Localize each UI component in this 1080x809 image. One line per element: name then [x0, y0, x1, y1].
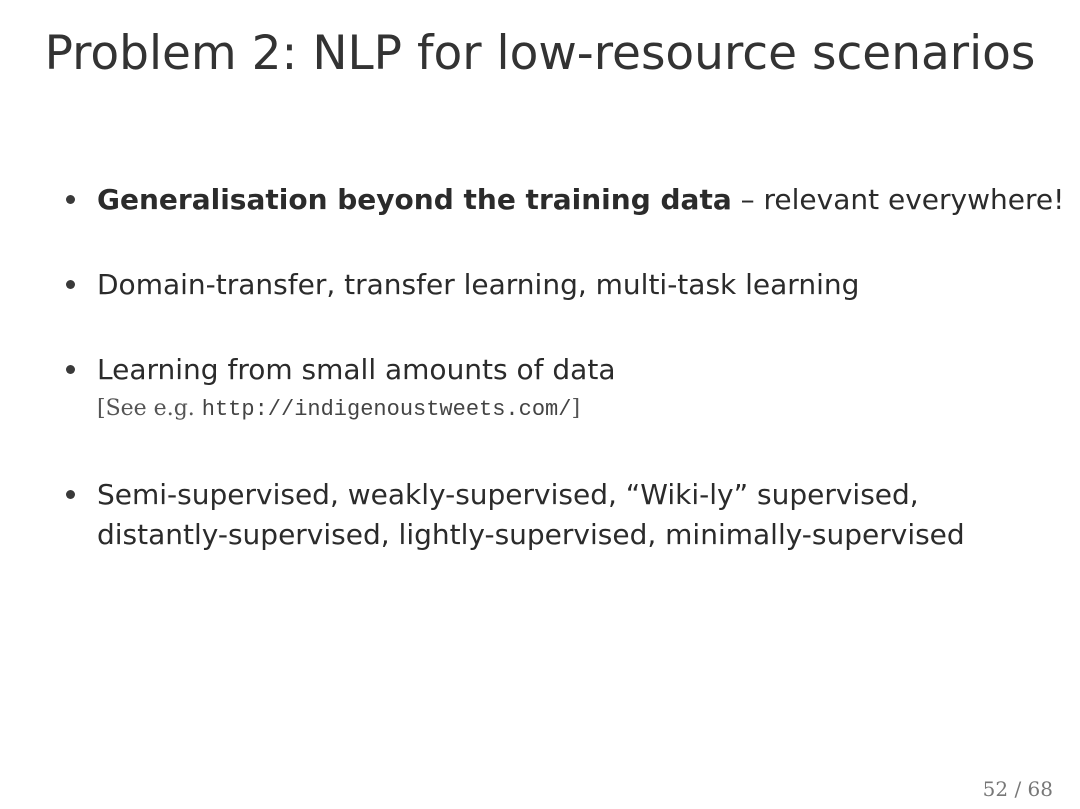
bullet-dot-icon	[66, 280, 75, 289]
bullet-text: Learning from small amounts of data	[97, 353, 616, 386]
bullet-rest-text: – relevant everywhere!	[731, 183, 1065, 216]
citation-suffix: ]	[571, 396, 581, 421]
bullet-dot-icon	[66, 195, 75, 204]
page-separator: /	[1008, 777, 1028, 801]
bullet-dot-icon	[66, 490, 75, 499]
bullet-text: Domain-transfer, transfer learning, multi-task learning	[97, 268, 860, 301]
bullet-text-line1: Semi-supervised, weakly-supervised, “Wiki-ly” supervised,	[97, 478, 919, 511]
bullet-bold-text: Generalisation beyond the training data	[97, 183, 732, 216]
page-current: 52	[982, 777, 1009, 801]
citation-prefix: [See e.g.	[97, 396, 202, 421]
slide-title: Problem 2: NLP for low-resource scenarios	[44, 26, 1036, 81]
citation	[97, 396, 580, 422]
bullet-text-line2: distantly-supervised, lightly-supervised, minimally-supervised	[97, 518, 965, 551]
citation-link[interactable]: http://indigenoustweets.com/	[201, 397, 572, 422]
bullet-text	[97, 180, 1064, 220]
page-number	[983, 777, 1053, 801]
page-total: 68	[1027, 777, 1053, 801]
bullet-dot-icon	[66, 365, 75, 374]
